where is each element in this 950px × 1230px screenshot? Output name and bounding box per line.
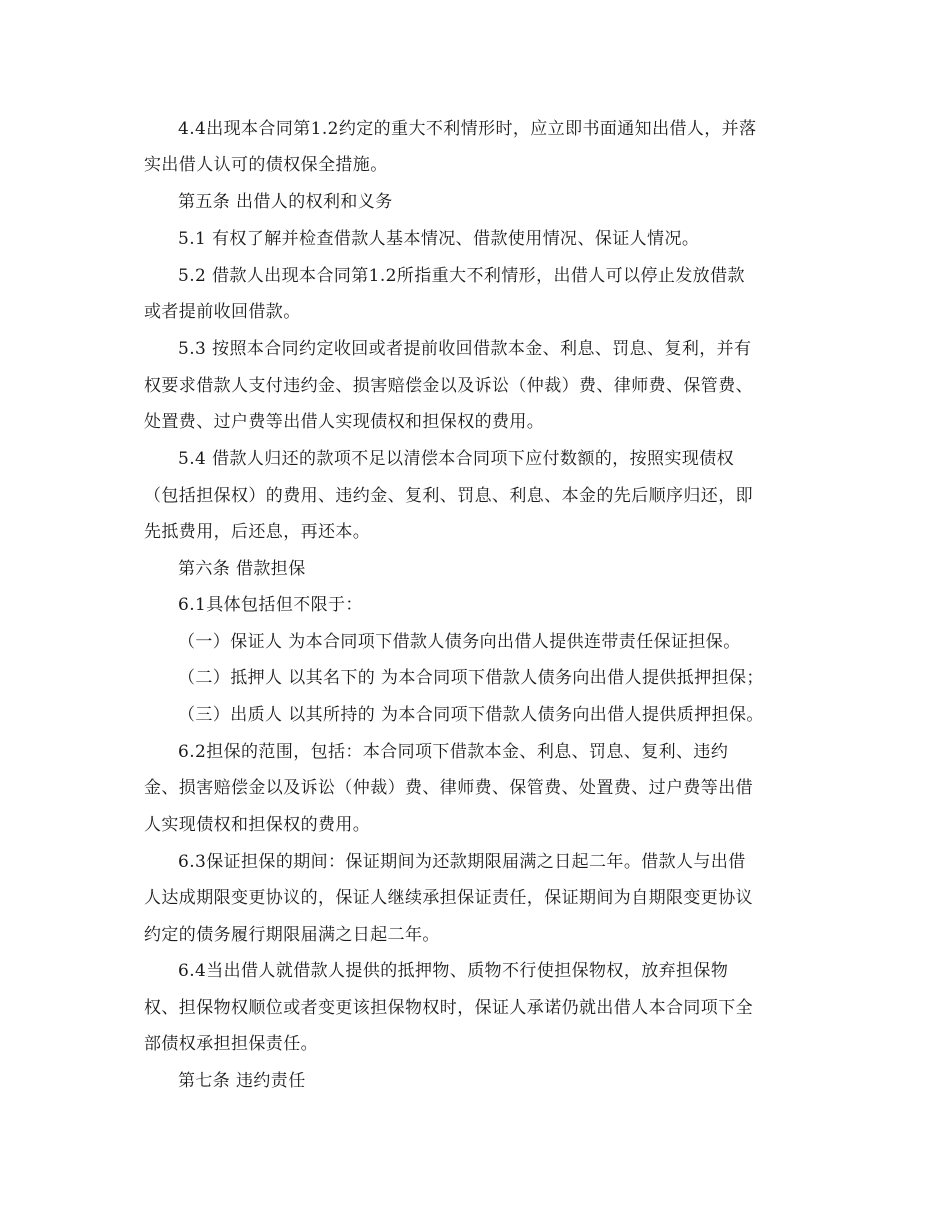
text-line: 6.4当出借人就借款人提供的抵押物、质物不行使担保物权，放弃担保物 <box>178 961 729 981</box>
text-line: （一）保证人 为本合同项下借款人债务向出借人提供连带责任保证担保。 <box>178 632 741 652</box>
text-line: 部债权承担担保责任。 <box>144 1034 318 1054</box>
text-line: 权要求借款人支付违约金、损害赔偿金以及诉讼（仲裁）费、律师费、保管费、 <box>144 376 753 396</box>
text-line: 6.1具体包括但不限于： <box>178 595 363 615</box>
text-line: 4.4出现本合同第1.2约定的重大不利情形时，应立即书面通知出借人，并落 <box>178 119 757 139</box>
text-line: 5.1 有权了解并检查借款人基本情况、借款使用情况、保证人情况。 <box>178 229 700 249</box>
text-line: 人实现债权和担保权的费用。 <box>144 815 371 835</box>
text-line: 人达成期限变更协议的，保证人继续承担保证责任，保证期间为自期限变更协议 <box>144 888 753 908</box>
text-line: 5.2 借款人出现本合同第1.2所指重大不利情形，出借人可以停止发放借款 <box>178 266 745 286</box>
text-line: 6.3保证担保的期间：保证期间为还款期限届满之日起二年。借款人与出借 <box>178 852 746 872</box>
text-line: （包括担保权）的费用、违约金、复利、罚息、利息、本金的先后顺序归还，即 <box>144 486 753 506</box>
text-line: 金、损害赔偿金以及诉讼（仲裁）费、律师费、保管费、处置费、过户费等出借 <box>144 778 753 798</box>
text-line: 6.2担保的范围，包括：本合同项下借款本金、利息、罚息、复利、违约 <box>178 742 729 762</box>
text-line: 先抵费用，后还息，再还本。 <box>144 522 371 542</box>
section-heading: 第七条 违约责任 <box>178 1071 306 1091</box>
section-heading: 第六条 借款担保 <box>178 559 306 579</box>
text-line: 权、担保物权顺位或者变更该担保物权时，保证人承诺仍就出借人本合同项下全 <box>144 998 753 1018</box>
text-line: （三）出质人 以其所持的 为本合同项下借款人债务向出借人提供质押担保。 <box>178 705 764 725</box>
text-line: 5.4 借款人归还的款项不足以清偿本合同项下应付数额的，按照实现债权 <box>178 449 735 469</box>
text-line: （二）抵押人 以其名下的 为本合同项下借款人债务向出借人提供抵押担保； <box>178 668 764 688</box>
text-line: 实出借人认可的债权保全措施。 <box>144 155 388 175</box>
section-heading: 第五条 出借人的权利和义务 <box>178 192 393 212</box>
text-line: 约定的债务履行期限届满之日起二年。 <box>144 925 440 945</box>
text-line: 或者提前收回借款。 <box>144 302 301 322</box>
text-line: 5.3 按照本合同约定收回或者提前收回借款本金、利息、罚息、复利，并有 <box>178 339 752 359</box>
text-line: 处置费、过户费等出借人实现债权和担保权的费用。 <box>144 412 545 432</box>
